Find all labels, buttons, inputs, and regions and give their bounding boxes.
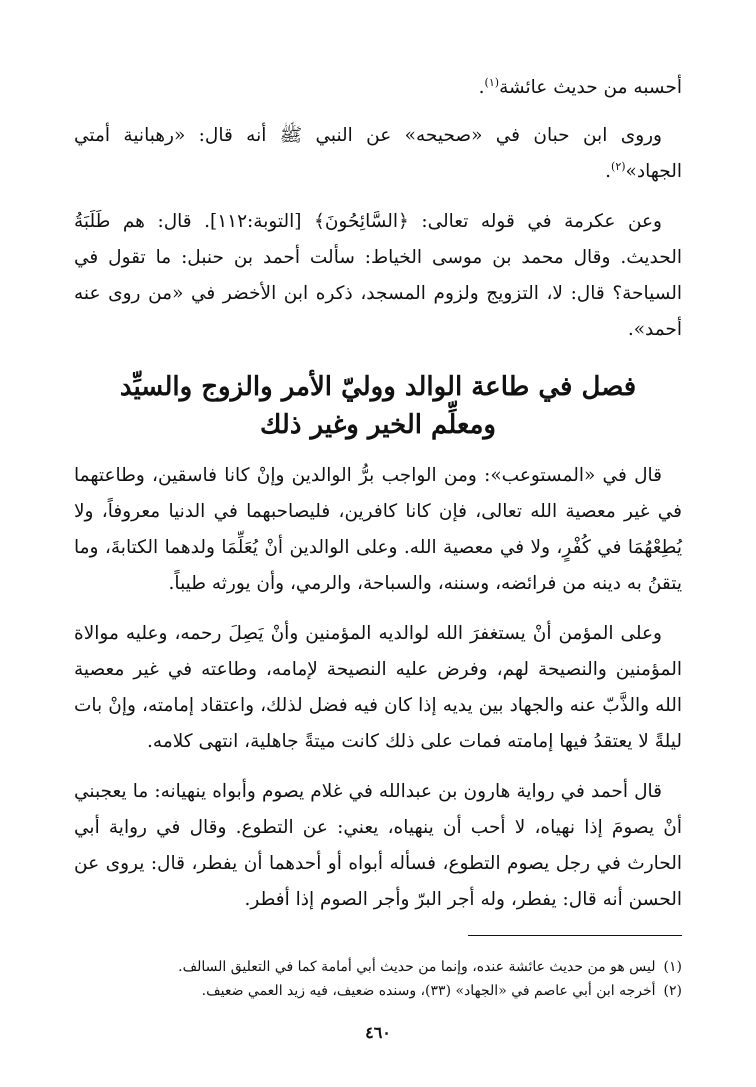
footnote-text: ليس هو من حديث عائشة عنده، وإنما من حديث أبي أمامة كما في التعليق السالف. — [178, 959, 656, 975]
paragraph-2-text: وروى ابن حبان في «صحيحه» عن النبي ﷺ أنه قال: «رهبانية أمتي الجهاد» — [74, 125, 682, 182]
paragraph-1-text: أحسبه من حديث عائشة — [499, 77, 682, 98]
footnote-number: (٢) — [663, 983, 682, 999]
page-number: ٤٦٠ — [365, 1023, 391, 1042]
section-heading-line-2: ومعلِّم الخير وغير ذلك — [260, 410, 496, 440]
paragraph-5: وعلى المؤمن أنْ يستغفرَ الله لوالديه المؤمنين وأنْ يَصِلَ رحمه، وعليه موالاة المؤمنين والنصيحة لهم، وفرض عليه النصيحة لإمامه، وطاعته في غير معصية الله والذَّبّ عنه والجهاد بين يديه إذا كان فيه فضل لذلك، واعتقاد إمامته، وإنْ بات ليلةً لا يعتقدُ فيها إمامته فمات على ذلك كانت ميتةً جاهلية، انتهى كلامه. — [74, 623, 682, 752]
paragraph-6: قال أحمد في رواية هارون بن عبدالله في غلام يصوم وأبواه ينهيانه: ما يعجبني أنْ يصومَ إذا نهياه، لا أحب أن ينهياه، يعني: عن التطوع. وقال في رواية أبي الحارث في رجل يصوم التطوع، فسأله أبواه أو أحدهما أن يفطر، قال: يروى عن الحسن أنه قال: يفطر، وله أجر البرّ وأجر الصوم إذا أفطر. — [74, 781, 682, 910]
paragraph-1-end: . — [478, 77, 485, 98]
section-heading — [74, 368, 682, 444]
paragraph-3: وعن عكرمة في قوله تعالى: ﴿السَّائِحُونَ﴾ [التوبة:١١٢]. قال: هم طَلَبَةُ الحديث. وقال محمد بن موسى الخياط: سألت أحمد بن حنبل: ما تقول في السياحة؟ قال: لا، التزويج ولزوم المسجد، ذكره ابن الأخضر في «من روى عنه أحمد». — [74, 211, 682, 340]
footnote-1 — [74, 955, 682, 979]
footnotes — [74, 955, 682, 1003]
main-text — [74, 70, 682, 918]
paragraph-2-end: . — [605, 161, 612, 182]
paragraph-1 — [74, 70, 682, 106]
paragraph-2 — [74, 118, 682, 190]
footnote-text: أخرجه ابن أبي عاصم في «الجهاد» (٣٣)، وسنده ضعيف، فيه زيد العمي ضعيف. — [201, 983, 656, 999]
footnote-ref-1[interactable]: (١) — [484, 75, 500, 89]
footnote-2 — [74, 979, 682, 1003]
footnote-separator — [468, 935, 682, 936]
paragraph-4: قال في «المستوعب»: ومن الواجب برُّ الوالدين وإنْ كانا فاسقين، وطاعتهما في غير معصية الله تعالى، فإن كانا كافرين، فليصاحبهما في الدنيا معروفاً، ولا يُطِعْهُمَا في كُفْرٍ، ولا في معصية الله. وعلى الوالدين أنْ يُعَلِّمَا ولدهما الكتابةَ، وما يتقنُ به دينه من فرائضه، وسننه، والسباحة، والرمي، وأن يورثه طيباً. — [74, 465, 682, 594]
section-heading-line-1: فصل في طاعة الوالد ووليّ الأمر والزوج والسيِّد — [119, 372, 637, 402]
footnote-ref-2[interactable]: (٢) — [611, 159, 626, 173]
footnote-number: (١) — [663, 959, 682, 975]
